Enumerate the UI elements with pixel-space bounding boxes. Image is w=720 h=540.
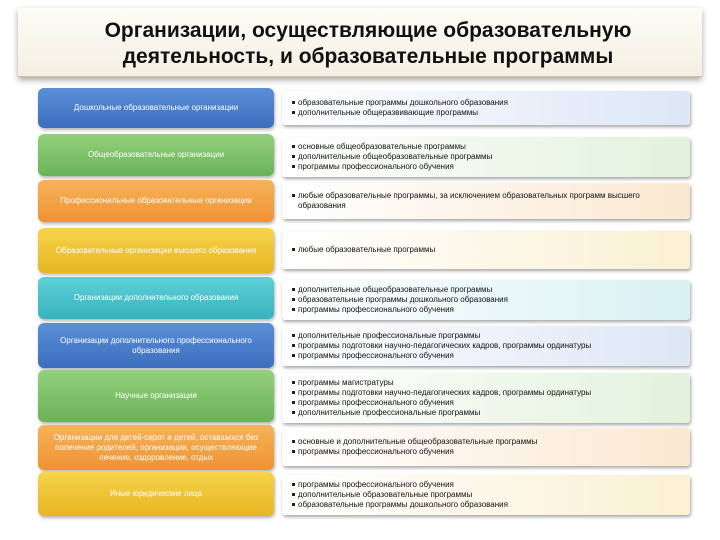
org-type-label: Организации дополнительного профессионального образования	[60, 335, 252, 355]
org-type-label: Профессиональные образовательные организации	[60, 196, 252, 205]
org-row	[38, 134, 690, 176]
program-item: основные и дополнительные общеобразовательные программы	[292, 437, 684, 447]
program-item: программы профессионального обучения	[292, 480, 684, 490]
program-item: любые образовательные программы	[292, 245, 684, 255]
program-item: программы профессионального обучения	[292, 447, 684, 457]
org-type-box	[38, 88, 274, 128]
program-item: дополнительные общеобразовательные программы	[292, 285, 684, 295]
programs-list	[292, 142, 684, 172]
program-item: программы профессионального обучения	[292, 162, 684, 172]
org-row	[38, 425, 690, 470]
programs-list	[292, 98, 684, 118]
program-item: программы профессионального обучения	[292, 305, 684, 315]
org-type-label: Иные юридические лица	[109, 489, 203, 498]
org-type-box	[38, 323, 274, 368]
program-item: дополнительные образовательные программы	[292, 490, 684, 500]
program-item: программы подготовки научно-педагогических кадров, программы ординатуры	[292, 388, 684, 398]
program-item: образовательные программы дошкольного образования	[292, 500, 684, 510]
org-row	[38, 323, 690, 368]
org-type-box	[38, 180, 274, 222]
programs-box	[282, 475, 690, 515]
program-item: программы профессионального обучения	[292, 351, 684, 361]
org-type-box	[38, 472, 274, 516]
org-type-label: Организации дополнительного образования	[73, 293, 239, 302]
org-type-label: Организации для детей-сирот и детей, оставшихся без попечения родителей, организации, осуществляющие лечение, оздоровление, отдых	[53, 432, 259, 462]
org-type-box	[38, 228, 274, 273]
program-item: дополнительные общеразвивающие программы	[292, 108, 684, 118]
programs-list	[292, 191, 684, 211]
programs-list	[292, 331, 684, 361]
org-row	[38, 88, 690, 128]
program-item: образовательные программы дошкольного образования	[292, 295, 684, 305]
program-item: дополнительные профессиональные программы	[292, 408, 684, 418]
org-row	[38, 277, 690, 319]
org-type-label: Научные организации	[115, 391, 197, 400]
org-type-box	[38, 370, 274, 422]
programs-box	[282, 280, 690, 320]
programs-box	[282, 183, 690, 219]
page-title: Организации, осуществляющие образовательную деятельность, и образовательные программы	[104, 19, 632, 68]
programs-list	[292, 480, 684, 510]
programs-box	[282, 231, 690, 269]
org-row	[38, 370, 690, 422]
title-banner	[18, 8, 702, 77]
org-type-label: Образовательные организации высшего образования	[55, 245, 257, 255]
programs-box	[282, 373, 690, 423]
programs-list	[292, 378, 684, 418]
org-row	[38, 472, 690, 516]
programs-box	[282, 137, 690, 177]
program-item: программы магистратуры	[292, 378, 684, 388]
program-item: основные общеобразовательные программы	[292, 142, 684, 152]
org-row	[38, 180, 690, 222]
program-item: программы профессионального обучения	[292, 398, 684, 408]
program-item: дополнительные профессиональные программы	[292, 331, 684, 341]
program-item: образовательные программы дошкольного образования	[292, 98, 684, 108]
program-item: любые образовательные программы, за исключением образовательных программ высшего образования	[292, 191, 684, 211]
programs-list	[292, 437, 684, 457]
programs-box	[282, 428, 690, 466]
org-type-label: Общеобразовательные организации	[87, 150, 225, 159]
programs-box	[282, 91, 690, 125]
programs-list	[292, 285, 684, 315]
programs-list	[292, 245, 684, 255]
program-item: дополнительные общеобразовательные программы	[292, 152, 684, 162]
org-type-box	[38, 277, 274, 319]
org-type-label: Дошкольные образовательные организации	[73, 103, 239, 112]
org-type-box	[38, 425, 274, 470]
program-item: программы подготовки научно-педагогических кадров, программы ординатуры	[292, 341, 684, 351]
org-row	[38, 228, 690, 273]
org-type-box	[38, 134, 274, 176]
programs-box	[282, 326, 690, 366]
